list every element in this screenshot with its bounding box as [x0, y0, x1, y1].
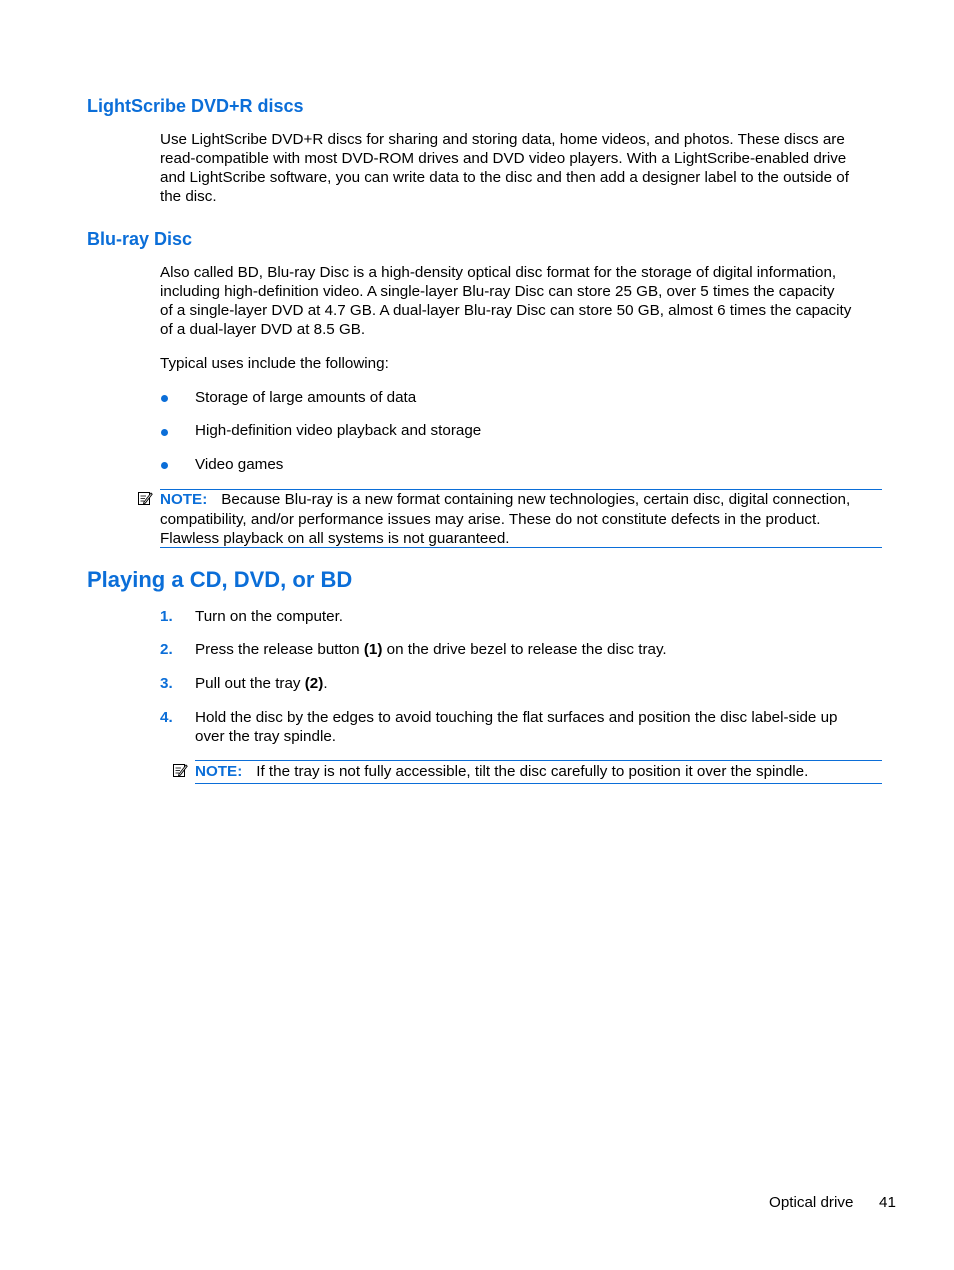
note-icon — [172, 762, 188, 778]
list-item: Storage of large amounts of data — [195, 389, 417, 406]
note-line — [195, 762, 882, 782]
note-line — [160, 490, 882, 510]
uses-intro: Typical uses include the following: — [160, 355, 389, 372]
note-line: Flawless playback on all systems is not guaranteed. — [160, 530, 510, 547]
footer-section: Optical drive — [769, 1194, 854, 1211]
paragraph-lightscribe — [160, 130, 882, 206]
text-line: of a single-layer DVD at 4.7 GB. A dual-layer Blu-ray Disc can store 50 GB, almost 6 times the capacity — [160, 302, 852, 319]
bullet-icon — [161, 395, 168, 402]
step-number: 2. — [160, 641, 173, 658]
note-playing — [195, 760, 882, 784]
text-line: of a dual-layer DVD at 8.5 GB. — [160, 321, 366, 338]
step-text: Hold the disc by the edges to avoid touching the flat surfaces and position the disc label-side up over the tray spindle. — [195, 709, 838, 745]
heading-playing: Playing a CD, DVD, or BD — [87, 567, 353, 592]
text-line: Use LightScribe DVD+R discs for sharing and storing data, home videos, and photos. These discs are — [160, 131, 845, 148]
note-bluray — [160, 489, 882, 548]
text-line: and LightScribe software, you can write data to the disc and then add a designer label to the outside of — [160, 169, 849, 186]
note-label: NOTE: — [195, 763, 243, 780]
step-text: Pull out the tray (2). — [195, 675, 328, 692]
list-item: Video games — [195, 456, 284, 473]
step-number: 1. — [160, 608, 173, 625]
bullet-icon — [161, 429, 168, 436]
text-line: Also called BD, Blu-ray Disc is a high-density optical disc format for the storage of digital information, — [160, 264, 837, 281]
step-number: 4. — [160, 709, 173, 726]
heading-lightscribe: LightScribe DVD+R discs — [87, 96, 304, 116]
step-text: Press the release button (1) on the drive bezel to release the disc tray. — [195, 641, 667, 658]
bullet-icon — [161, 462, 168, 469]
note-text: Because Blu-ray is a new format containing new technologies, certain disc, digital connection, — [221, 491, 851, 508]
note-text: If the tray is not fully accessible, tilt the disc carefully to position it over the spindle. — [256, 763, 809, 780]
step-number: 3. — [160, 675, 173, 692]
note-line: compatibility, and/or performance issues may arise. These do not constitute defects in the product. — [160, 510, 821, 528]
heading-bluray: Blu-ray Disc — [87, 229, 193, 249]
list-item: High-definition video playback and storage — [195, 422, 482, 439]
note-icon — [137, 490, 153, 506]
text-line: including high-definition video. A single-layer Blu-ray Disc can store 25 GB, over 5 times the capacity — [160, 283, 835, 300]
page-number: 41 — [879, 1194, 896, 1211]
step-text: Turn on the computer. — [195, 608, 344, 625]
text-line: read-compatible with most DVD-ROM drives and DVD video players. With a LightScribe-enabled drive — [160, 150, 847, 167]
paragraph-bluray — [160, 263, 882, 339]
note-label: NOTE: — [160, 491, 208, 508]
text-line: the disc. — [160, 188, 217, 205]
